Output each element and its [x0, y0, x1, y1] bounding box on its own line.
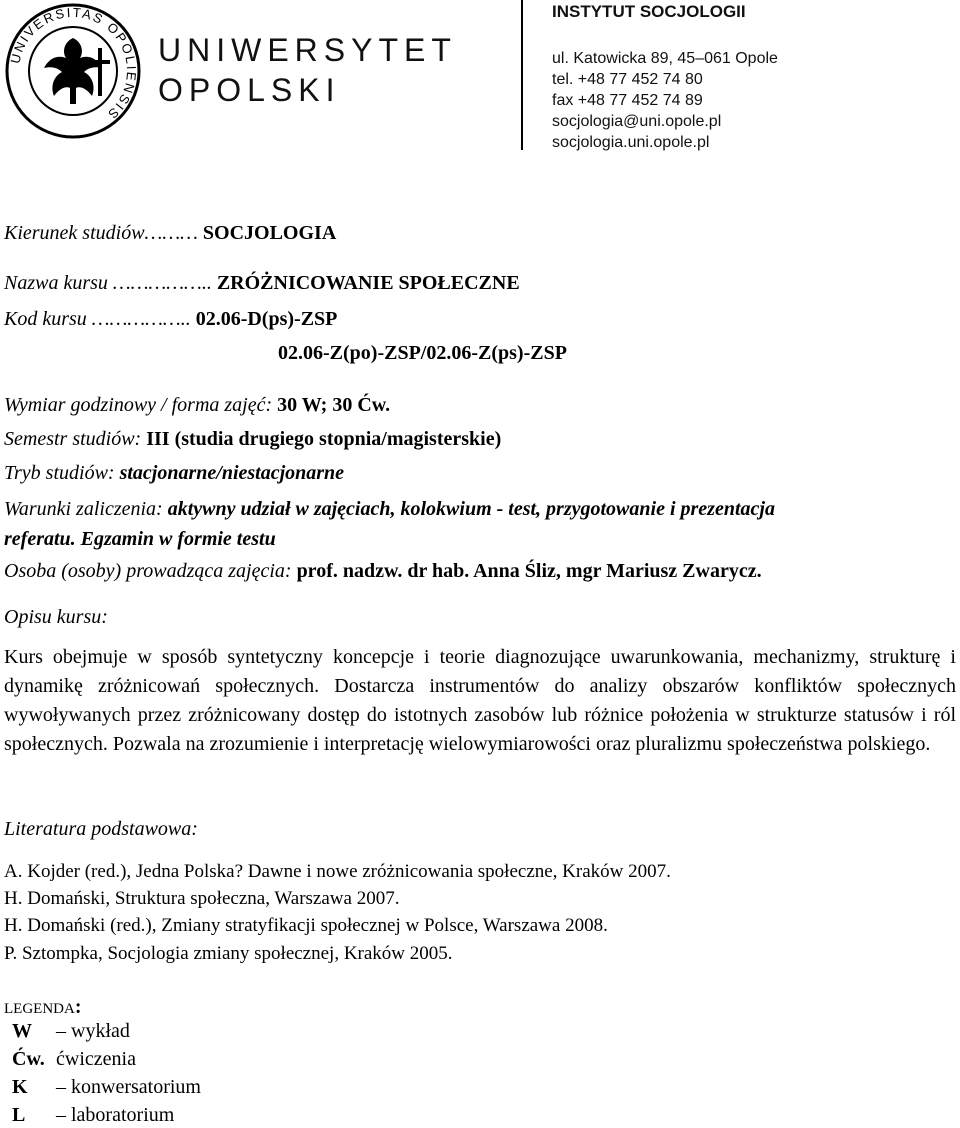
header-divider — [521, 0, 523, 150]
legend-title: LEGENDA — [4, 1001, 75, 1017]
wymiar-label: Wymiar godzinowy / forma zajęć: — [4, 394, 273, 416]
semestr-value: III (studia drugiego stopnia/magisterskie) — [146, 428, 502, 450]
legend-value: ćwiczenia — [56, 1048, 136, 1070]
field-opis — [4, 606, 108, 629]
literatura-label: Literatura podstawowa: — [4, 818, 198, 840]
legend-colon: : — [74, 996, 82, 1018]
literature-item: P. Sztompka, Socjologia zmiany społecznej, Kraków 2005. — [4, 943, 453, 964]
field-tryb — [4, 462, 344, 485]
opis-label: Opisu kursu: — [4, 606, 108, 628]
legend-key: K — [12, 1076, 28, 1098]
university-name-line1: UNIWERSYTET — [158, 32, 457, 68]
university-name — [158, 30, 457, 110]
field-warunki — [4, 498, 775, 521]
legend-item — [12, 1104, 174, 1127]
legend-value: – konwersatorium — [56, 1076, 201, 1098]
opis-text: Kurs obejmuje w sposób syntetyczny koncepcje i teorie diagnozujące uwarunkowania, mechanizmy, strukturę i dynamikę zróżnicowań społecznych. Dostarcza instrumentów do analizy obszarów konfliktów społecznych wywoływanych przez zróżnicowany dostęp do istotnych zasobów lub różnice położenia w strukturze statusów i ról społecznych. Pozwala na zrozumienie i interpretację wielowymiarowości oraz pluralizmu społeczeństwa polskiego. — [4, 646, 956, 755]
nazwa-value: ZRÓŻNICOWANIE SPOŁECZNE — [216, 272, 520, 294]
institute-title: INSTYTUT SOCJOLOGII — [552, 2, 746, 21]
kierunek-label: Kierunek studiów……… — [4, 222, 198, 244]
warunki-value-2: referatu. — [4, 528, 76, 550]
legend-item — [12, 1076, 201, 1099]
legend-value: – laboratorium — [56, 1104, 175, 1126]
warunki-value-1: aktywny udział w zajęciach, kolokwium - test, przygotowanie i prezentacja — [167, 498, 775, 520]
osoba-label: Osoba (osoby) prowadząca zajęcia: — [4, 560, 292, 582]
field-kod — [4, 308, 337, 331]
kod-label: Kod kursu …………….. — [4, 308, 191, 330]
literature-item: H. Domański (red.), Zmiany stratyfikacji społecznej w Polsce, Warszawa 2008. — [4, 915, 608, 936]
university-name-line2: OPOLSKI — [158, 72, 341, 108]
contact-website: socjologia.uni.opole.pl — [552, 134, 710, 151]
warunki-label: Warunki zaliczenia: — [4, 498, 163, 520]
wymiar-value: 30 W; 30 Ćw. — [277, 394, 391, 416]
legend-key: W — [12, 1020, 32, 1042]
contact-fax: fax +48 77 452 74 89 — [552, 92, 703, 109]
field-wymiar — [4, 394, 390, 417]
field-literatura — [4, 818, 198, 841]
kierunek-value: SOCJOLOGIA — [202, 222, 337, 244]
contact-address: ul. Katowicka 89, 45–061 Opole — [552, 50, 778, 67]
university-seal-logo — [4, 2, 142, 140]
seal-lettering: UNIVERSITAS OPOLIENSIS — [7, 4, 140, 123]
legend-value: – wykład — [56, 1020, 130, 1042]
legend-item — [12, 1020, 130, 1043]
legend-heading — [4, 996, 82, 1019]
tryb-label: Tryb studiów: — [4, 462, 115, 484]
field-semestr — [4, 428, 501, 451]
field-kierunek — [4, 222, 336, 245]
institute-block — [552, 2, 778, 153]
field-warunki-2 — [4, 528, 276, 551]
legend-key: Ćw. — [12, 1048, 45, 1070]
osoba-value: prof. nadzw. dr hab. Anna Śliz, mgr Mariusz Zwarycz. — [296, 560, 762, 582]
field-kod-2 — [278, 342, 567, 365]
contact-email: socjologia@uni.opole.pl — [552, 113, 722, 130]
field-nazwa — [4, 272, 520, 295]
nazwa-label: Nazwa kursu …………….. — [4, 272, 212, 294]
literature-item: A. Kojder (red.), Jedna Polska? Dawne i nowe zróżnicowania społeczne, Kraków 2007. — [4, 861, 671, 882]
egzamin-text: Egzamin w formie testu — [80, 528, 276, 550]
literature-item: H. Domański, Struktura społeczna, Warszawa 2007. — [4, 888, 400, 909]
legend-item — [12, 1048, 136, 1071]
tryb-value: stacjonarne/niestacjonarne — [119, 462, 345, 484]
semestr-label: Semestr studiów: — [4, 428, 142, 450]
kod-value-1: 02.06-D(ps)-ZSP — [195, 308, 338, 330]
field-osoba — [4, 560, 762, 583]
contact-phone: tel. +48 77 452 74 80 — [552, 71, 703, 88]
legend-key: L — [12, 1104, 26, 1126]
kod-value-2: 02.06-Z(po)-ZSP/02.06-Z(ps)-ZSP — [278, 342, 567, 364]
